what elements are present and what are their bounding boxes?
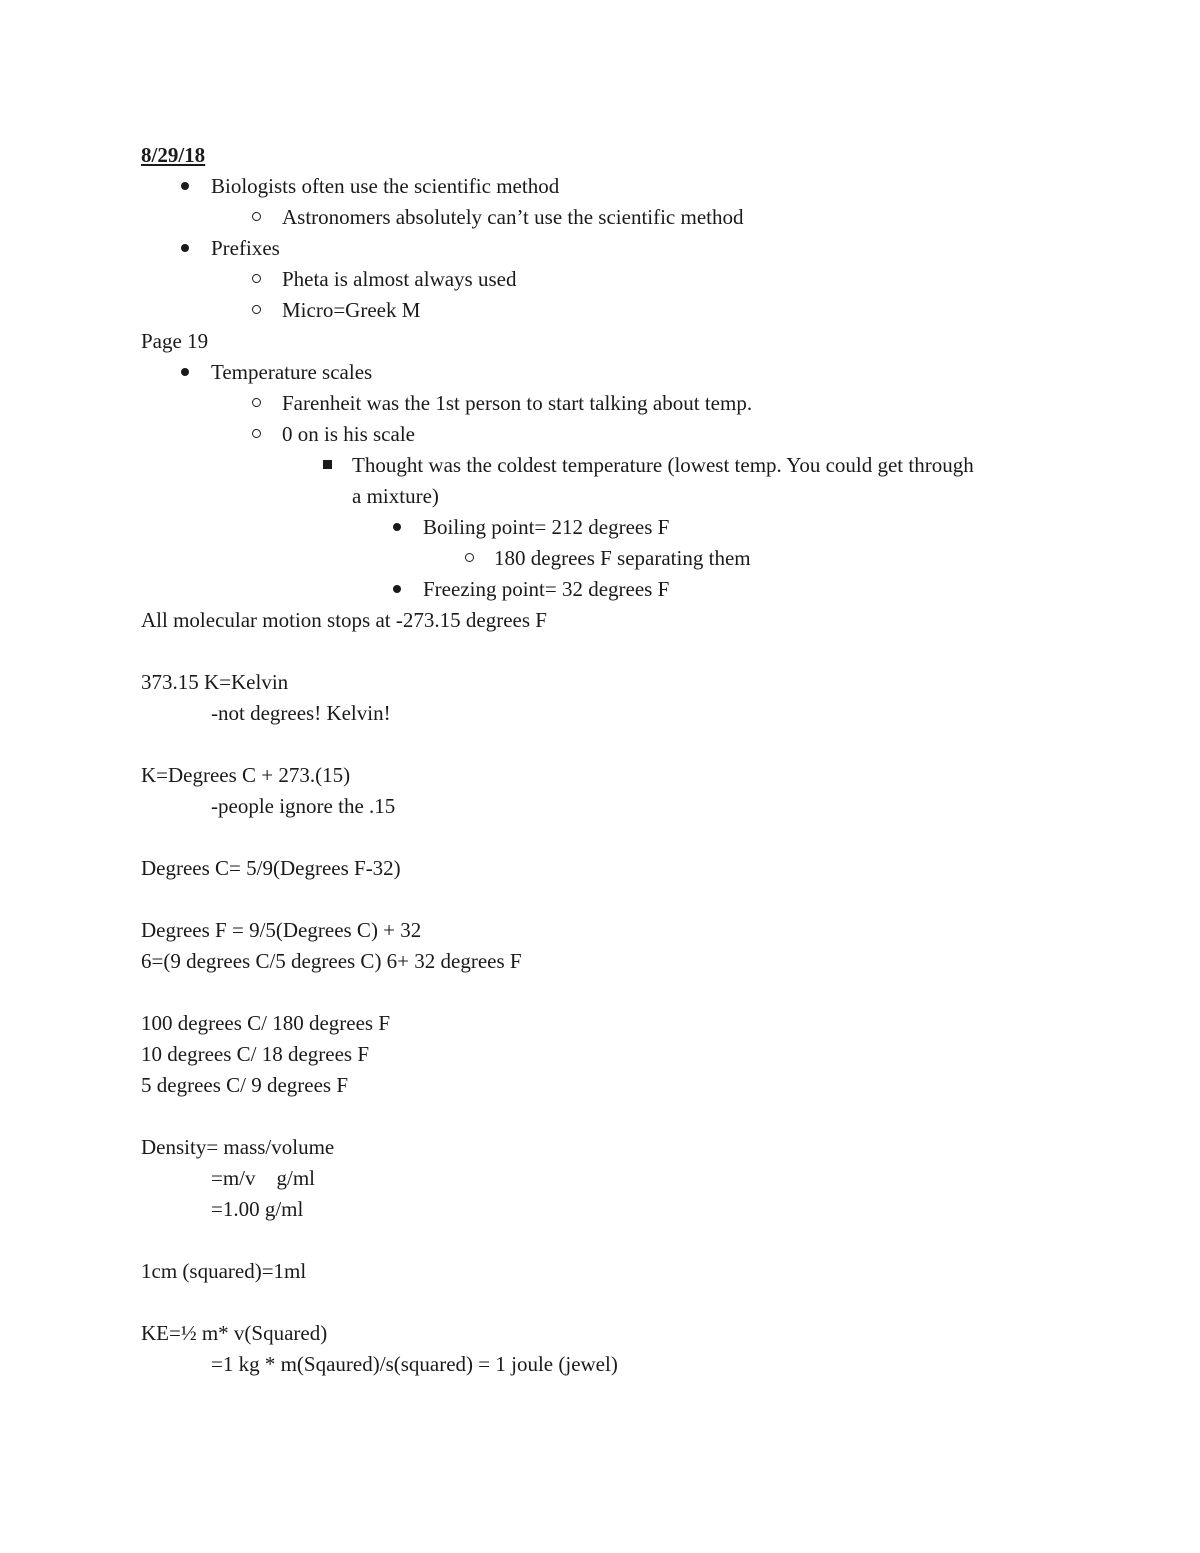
list-item-text: Boiling point= 212 degrees F bbox=[423, 515, 670, 539]
list-item bbox=[141, 388, 1071, 419]
bullet-disc-icon bbox=[387, 512, 407, 543]
list-item-text: Micro=Greek M bbox=[282, 298, 421, 322]
list-item-text: Freezing point= 32 degrees F bbox=[423, 577, 670, 601]
text-line: All molecular motion stops at -273.15 degrees F bbox=[141, 608, 547, 632]
bullet-circle-icon bbox=[246, 264, 266, 295]
bullet-disc-icon bbox=[175, 357, 195, 388]
list-item-text: Prefixes bbox=[211, 236, 280, 260]
list-item-continuation bbox=[141, 481, 1071, 512]
text-line: 1cm (squared)=1ml bbox=[141, 1259, 307, 1283]
blank-line bbox=[141, 1225, 1071, 1256]
list-item-text: 0 on is his scale bbox=[282, 422, 415, 446]
list-item bbox=[141, 233, 1071, 264]
bullet-square-icon bbox=[317, 450, 337, 481]
text-line: 100 degrees C/ 180 degrees F bbox=[141, 1011, 391, 1035]
list-item bbox=[141, 264, 1071, 295]
list-item bbox=[141, 295, 1071, 326]
text-line: -people ignore the .15 bbox=[211, 794, 396, 818]
list-item bbox=[141, 450, 1071, 481]
text-line: 10 degrees C/ 18 degrees F bbox=[141, 1042, 370, 1066]
bullet-circle-icon bbox=[246, 295, 266, 326]
text-line: Degrees C= 5/9(Degrees F-32) bbox=[141, 856, 401, 880]
list-item bbox=[141, 202, 1071, 233]
list-item bbox=[141, 574, 1071, 605]
list-item-text: Pheta is almost always used bbox=[282, 267, 517, 291]
bullet-disc-icon bbox=[175, 233, 195, 264]
text-line: =m/v g/ml bbox=[211, 1166, 316, 1190]
bullet-circle-icon bbox=[459, 543, 479, 574]
page-reference: Page 19 bbox=[141, 329, 209, 353]
text-line: 373.15 K=Kelvin bbox=[141, 670, 289, 694]
list-item-text: Temperature scales bbox=[211, 360, 373, 384]
bullet-circle-icon bbox=[246, 388, 266, 419]
text-line: K=Degrees C + 273.(15) bbox=[141, 763, 351, 787]
text-line: 5 degrees C/ 9 degrees F bbox=[141, 1073, 349, 1097]
list-item-text: Farenheit was the 1st person to start talking about temp. bbox=[282, 391, 753, 415]
date-text: 8/29/18 bbox=[141, 143, 206, 167]
bullet-disc-icon bbox=[175, 171, 195, 202]
list-item-text: 180 degrees F separating them bbox=[494, 546, 751, 570]
text-line: Degrees F = 9/5(Degrees C) + 32 bbox=[141, 918, 422, 942]
date-heading bbox=[141, 140, 1071, 171]
text-line: Density= mass/volume bbox=[141, 1135, 335, 1159]
list-item-text: Biologists often use the scientific method bbox=[211, 174, 560, 198]
text-line: 6=(9 degrees C/5 degrees C) 6+ 32 degrees F bbox=[141, 949, 522, 973]
blank-line bbox=[141, 636, 1071, 667]
list-item-text: Thought was the coldest temperature (lowest temp. You could get through bbox=[352, 453, 974, 477]
blank-line bbox=[141, 822, 1071, 853]
blank-line bbox=[141, 1287, 1071, 1318]
bullet-circle-icon bbox=[246, 202, 266, 233]
list-item-text: Astronomers absolutely can’t use the scientific method bbox=[282, 205, 744, 229]
text-line: KE=½ m* v(Squared) bbox=[141, 1321, 328, 1345]
list-item bbox=[141, 419, 1071, 450]
text-line: =1 kg * m(Sqaured)/s(squared) = 1 joule (jewel) bbox=[211, 1352, 618, 1376]
text-line: =1.00 g/ml bbox=[211, 1197, 304, 1221]
blank-line bbox=[141, 729, 1071, 760]
list-item bbox=[141, 543, 1071, 574]
list-item-text: a mixture) bbox=[352, 484, 439, 508]
blank-line bbox=[141, 977, 1071, 1008]
blank-line bbox=[141, 1101, 1071, 1132]
bullet-circle-icon bbox=[246, 419, 266, 450]
blank-line bbox=[141, 884, 1071, 915]
list-item bbox=[141, 357, 1071, 388]
bullet-disc-icon bbox=[387, 574, 407, 605]
list-item bbox=[141, 171, 1071, 202]
text-line: -not degrees! Kelvin! bbox=[211, 701, 391, 725]
document-body bbox=[141, 140, 1071, 1380]
list-item bbox=[141, 512, 1071, 543]
